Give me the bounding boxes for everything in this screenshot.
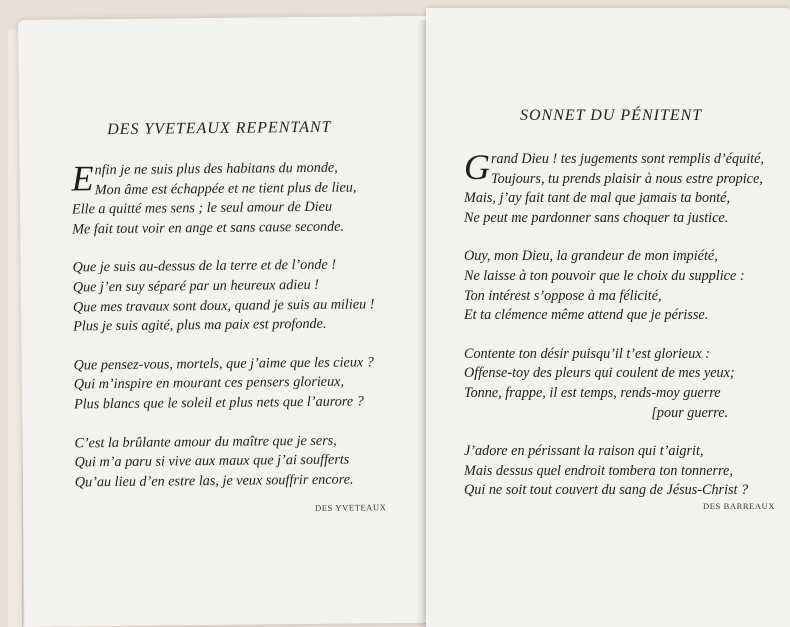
stanza (464, 442, 748, 501)
poem-line: nfin je ne suis plus des habitans du monde, (94, 159, 338, 179)
poem-line: Contente ton désir puisqu’il t’est glorieux : (464, 345, 710, 362)
poem-line: Ouy, mon Dieu, la grandeur de mon impiété, (464, 248, 718, 265)
poem-line: Qui m’inspire en mourant ces pensers glorieux, (73, 373, 345, 393)
right-poem (464, 147, 764, 520)
poem-line: Me fait tout voir en ange et sans cause seconde. (72, 218, 345, 238)
left-page-title: DES YVETEAUX REPENTANT (107, 118, 332, 139)
poem-line: Mon âme est échappée et ne tient plus de lieu, (94, 179, 357, 198)
right-page (426, 8, 790, 627)
poem-line: Que pensez-vous, mortels, que j’aime que les cieux ? (73, 354, 374, 374)
left-poem (71, 158, 376, 511)
stanza (71, 158, 373, 240)
poem-line: Et ta clémence même attend que je périsse. (464, 307, 709, 324)
stanza (464, 147, 764, 228)
poem-line: Ton intérest s’oppose à ma félicité, (464, 287, 662, 304)
poem-line: C’est la brûlante amour du maître que je sers, (74, 432, 337, 451)
poem-line: Mais, j’ay fait tant de mal que jamais ta bonté, (464, 190, 730, 207)
poem-line: Offense-toy des pleurs qui coulent de mes yeux; (464, 365, 735, 382)
poem-line: Plus je suis agité, plus ma paix est profonde. (73, 315, 327, 335)
stanza (464, 247, 748, 325)
poem-line: Ne peut me pardonner sans choquer ta justice. (464, 209, 729, 226)
stanza (464, 345, 748, 423)
poem-line: Ne laisse à ton pouvoir que le choix du supplice : (464, 267, 745, 284)
poem-line: Qui m’a paru si vive aux maux que j’ai soufferts (74, 451, 350, 471)
stanza (74, 353, 376, 415)
drop-cap: E (71, 158, 94, 199)
poem-line: Qu’au lieu d’en estre las, je veux souffrir encore. (74, 471, 354, 491)
poem-line: Qui ne soit tout couvert du sang de Jésus-Christ ? (464, 482, 749, 499)
poem-line: Que mes travaux sont doux, quand je suis au milieu ! (72, 295, 375, 316)
poem-line: Plus blancs que le soleil et plus nets que l’aurore ? (73, 393, 364, 413)
right-page-title: SONNET DU PÉNITENT (520, 107, 703, 124)
stanza (74, 431, 376, 493)
poem-line-continuation: [pour guerre. (651, 404, 729, 421)
poem-line: J’adore en périssant la raison qui t’aigrit, (464, 443, 704, 460)
poem-line: rand Dieu ! tes jugements sont remplis d’équité, (491, 151, 764, 167)
author-signature: DES YVETEAUX (315, 502, 387, 513)
author-signature: DES BARREAUX (703, 501, 776, 511)
poem-line: Que je suis au-dessus de la terre et de l’onde ! (72, 257, 337, 276)
poem-line: Toujours, tu prends plaisir à nous estre propice, (491, 170, 763, 187)
left-page (18, 16, 434, 627)
poem-line: Que j’en suy séparé par un heureux adieu ! (72, 276, 319, 296)
poem-line: Mais dessus quel endroit tombera ton tonnerre, (464, 462, 733, 479)
poem-line: Tonne, frappe, il est temps, rends-moy guerre (464, 384, 721, 401)
drop-cap: G (464, 147, 490, 187)
poem-line: Elle a quitté mes sens ; le seul amour de Dieu (71, 198, 333, 218)
stanza (73, 256, 375, 338)
